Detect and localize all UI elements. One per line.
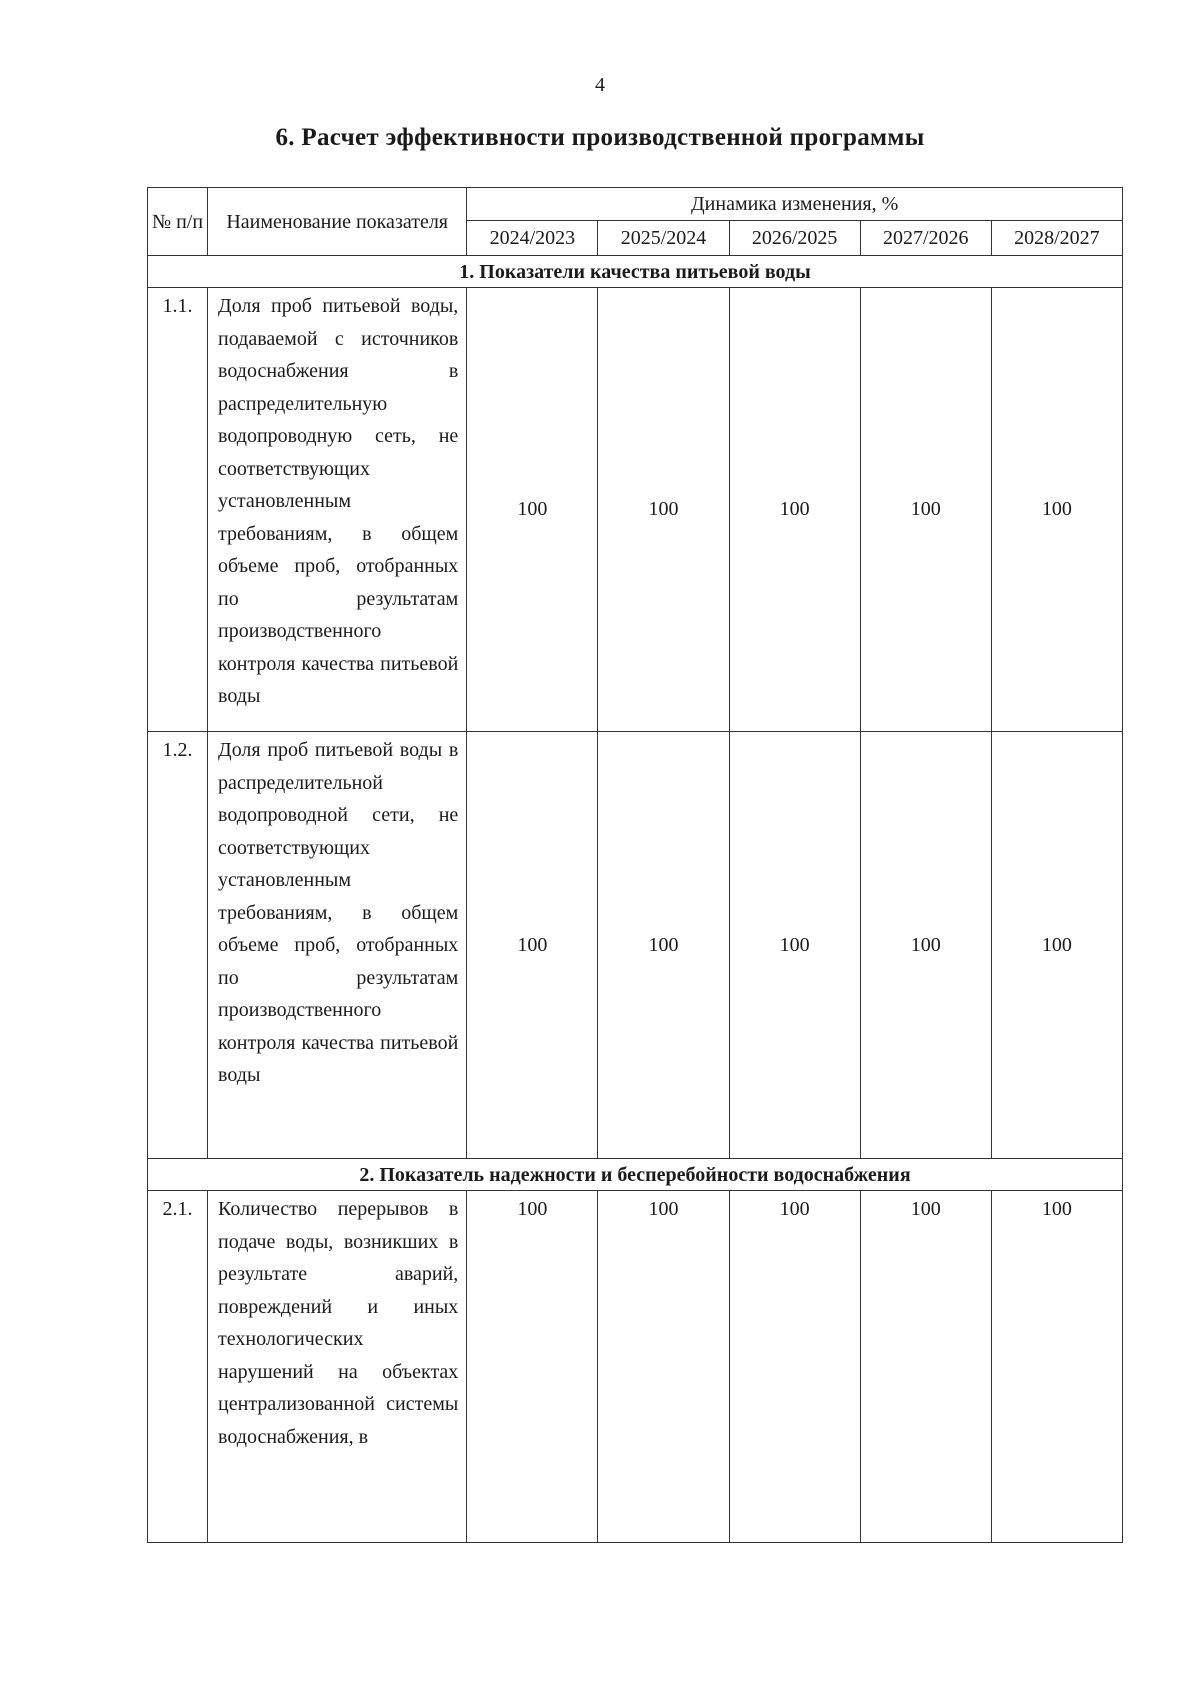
table-row	[148, 732, 1123, 1159]
row-value: 100	[860, 288, 991, 732]
table-row	[148, 288, 1123, 732]
section-row	[148, 256, 1123, 288]
row-value: 100	[729, 288, 860, 732]
row-number: 1.2.	[148, 732, 208, 1159]
header-year: 2024/2023	[467, 221, 598, 256]
row-value: 100	[467, 1191, 598, 1543]
row-number: 1.1.	[148, 288, 208, 732]
header-year: 2026/2025	[729, 221, 860, 256]
table-header-row	[148, 188, 1123, 221]
header-year: 2027/2026	[860, 221, 991, 256]
document-title: 6. Расчет эффективности производственной программы	[275, 124, 925, 151]
table-row	[148, 1191, 1123, 1543]
efficiency-table	[147, 187, 1123, 1543]
row-value: 100	[729, 732, 860, 1159]
row-value: 100	[860, 732, 991, 1159]
row-indicator-name: Доля проб питьевой воды, подаваемой с источников водоснабжения в распределительную водопроводную сеть, не соответствующих установленным требованиям, в общем объеме проб, отобранных по результатам производственного контроля качества питьевой воды	[208, 288, 467, 732]
row-value: 100	[467, 288, 598, 732]
section-row	[148, 1159, 1123, 1191]
row-value: 100	[729, 1191, 860, 1543]
section-title: 1. Показатели качества питьевой воды	[148, 256, 1123, 288]
row-number: 2.1.	[148, 1191, 208, 1543]
header-year: 2028/2027	[991, 221, 1122, 256]
row-value: 100	[598, 1191, 729, 1543]
row-value: 100	[467, 732, 598, 1159]
header-year: 2025/2024	[598, 221, 729, 256]
row-value: 100	[991, 288, 1122, 732]
header-num: № п/п	[148, 188, 208, 256]
row-value: 100	[991, 1191, 1122, 1543]
page-number: 4	[595, 74, 605, 96]
row-value: 100	[991, 732, 1122, 1159]
row-indicator-name: Доля проб питьевой воды в распределительной водопроводной сети, не соответствующих установленным требованиям, в общем объеме проб, отобранных по результатам производственного контроля качества питьевой воды	[208, 732, 467, 1159]
row-value: 100	[598, 732, 729, 1159]
row-value: 100	[860, 1191, 991, 1543]
row-indicator-name: Количество перерывов в подаче воды, возникших в результате аварий, повреждений и иных технологических нарушений на объектах централизованной системы водоснабжения, в	[208, 1191, 467, 1543]
row-value: 100	[598, 288, 729, 732]
section-title: 2. Показатель надежности и бесперебойности водоснабжения	[148, 1159, 1123, 1191]
header-name: Наименование показателя	[208, 188, 467, 256]
header-dynamics: Динамика изменения, %	[467, 188, 1123, 221]
